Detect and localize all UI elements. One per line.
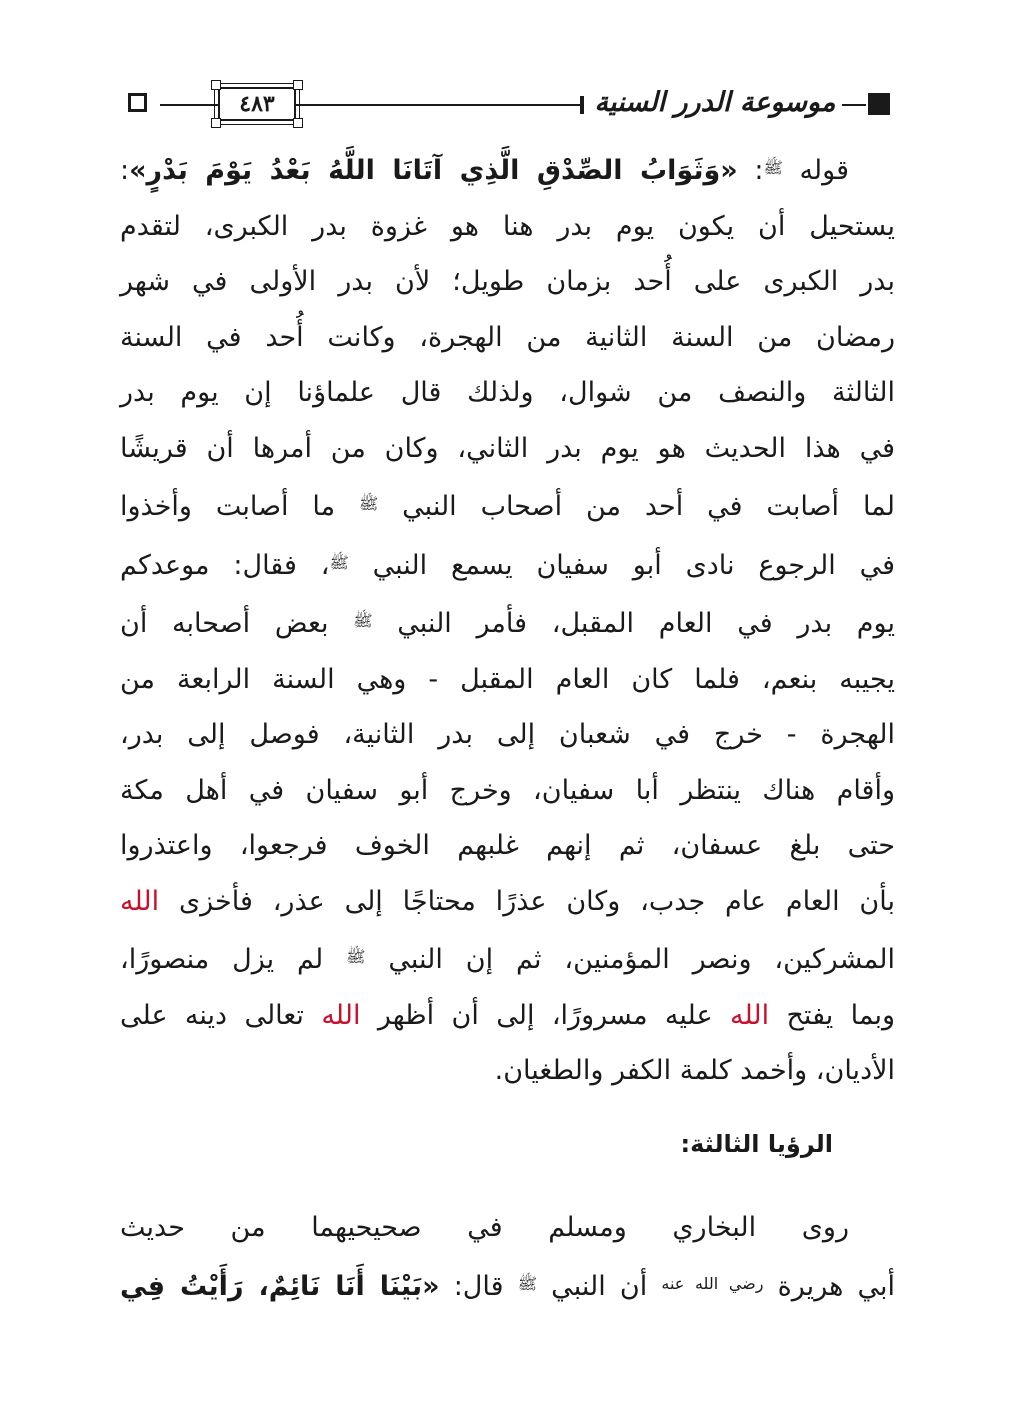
- page-number: ٤٨٣: [239, 91, 275, 117]
- text-line: في الرجوع نادى أبو سفيان يسمع النبي $^ﷺ$، فقال: موعدكم: [120, 549, 895, 581]
- text-line: أبي هريرة $^{رضي الله عنه}$ أن النبي $^ﷺ$ قال: «بَيْنَا أَنَا نَائِمٌ، رَأَيْتُ فِي: [120, 1270, 896, 1302]
- text-line: يجيبه بنعم، فلما كان العام المقبل - وهي السنة الرابعة من: [120, 663, 895, 695]
- text-line: وبما يفتح الله عليه مسرورًا، إلى أن أظهر الله تعالى دينه على: [120, 999, 895, 1031]
- divine-name: الله: [321, 999, 361, 1031]
- text-line: الثالثة والنصف من شوال، ولذلك قال علماؤنا إن يوم بدر: [120, 377, 895, 408]
- text-line: بدر الكبرى على أُحد بزمان طويل؛ لأن بدر الأولى في شهر: [120, 266, 895, 297]
- header-rule-left: [160, 104, 218, 106]
- hadith-quote: «بَيْنَا أَنَا نَائِمٌ، رَأَيْتُ فِي: [120, 1270, 440, 1302]
- radiallah-glyph: رضي الله عنه: [661, 1273, 764, 1293]
- text-line: قوله $^ﷺ$: «وَثَوَابُ الصِّدْقِ الَّذِي آتَانَا اللَّهُ بَعْدُ يَوْمَ بَدْرٍ»:: [120, 155, 850, 186]
- ornament-open-square: [128, 93, 147, 112]
- sallallah-glyph: ﷺ: [763, 158, 783, 177]
- section-heading: الرؤيا الثالثة:: [680, 1129, 833, 1158]
- divine-name: الله: [120, 885, 160, 917]
- sallallah-glyph: ﷺ: [358, 494, 379, 513]
- commentary-paragraph: [120, 140, 895, 1099]
- text-line: يوم بدر في العام المقبل، فأمر النبي $^ﷺ$ بعض أصحابه أن: [120, 608, 895, 639]
- text-line: لما أصابت في أحد من أصحاب النبي $^ﷺ$ ما أصابت وأخذوا: [120, 491, 895, 522]
- series-title: موسوعة الدرر السنية: [594, 87, 836, 118]
- sallallah-glyph: ﷺ: [329, 552, 349, 572]
- hadith-paragraph: [120, 1200, 895, 1314]
- header-rule-middle: [296, 104, 582, 106]
- text-line: يستحيل أن يكون يوم بدر هنا هو غزوة بدر الكبرى، لتقدم: [120, 210, 895, 242]
- text-line: بأن العام عام جدب، وكان عذرًا محتاجًا إلى عذر، فأخزى الله: [120, 885, 895, 917]
- text-line: رمضان من السنة الثانية من الهجرة، وكانت أُحد في السنة: [120, 321, 895, 353]
- sallallah-glyph: ﷺ: [517, 1273, 538, 1293]
- divine-name: الله: [729, 999, 770, 1031]
- sallallah-glyph: ﷺ: [346, 947, 366, 966]
- text-line: المشركين، ونصر المؤمنين، ثم إن النبي $^ﷺ$ لم يزل منصورًا،: [120, 944, 895, 975]
- ornament-filled-square: [868, 93, 890, 115]
- text-line: في هذا الحديث هو يوم بدر الثاني، وكان من أمرها أن قريشًا: [120, 432, 895, 464]
- text-line: الأديان، وأخمد كلمة الكفر والطغيان.: [494, 1055, 895, 1086]
- sallallah-glyph: ﷺ: [353, 611, 373, 630]
- header-rule-stop: [580, 96, 584, 114]
- text-line: وأقام هناك ينتظر أبا سفيان، وخرج أبو سفيان في أهل مكة: [120, 774, 895, 806]
- page-header: [128, 84, 890, 126]
- header-rule-right: [842, 104, 866, 106]
- text-line: الهجرة - خرج في شعبان إلى بدر الثانية، فوصل إلى بدر،: [120, 719, 895, 750]
- page-body: [120, 140, 895, 1314]
- text-line: روى البخاري ومسلم في صحيحيهما من حديث: [120, 1212, 849, 1243]
- hadith-quote: «وَثَوَابُ الصِّدْقِ الَّذِي آتَانَا اللَّهُ بَعْدُ يَوْمَ بَدْرٍ»: [129, 155, 738, 186]
- page-number-frame: [218, 87, 296, 121]
- text-line: حتى بلغ عسفان، ثم إنهم غلبهم الخوف فرجعوا، واعتذروا: [120, 830, 895, 861]
